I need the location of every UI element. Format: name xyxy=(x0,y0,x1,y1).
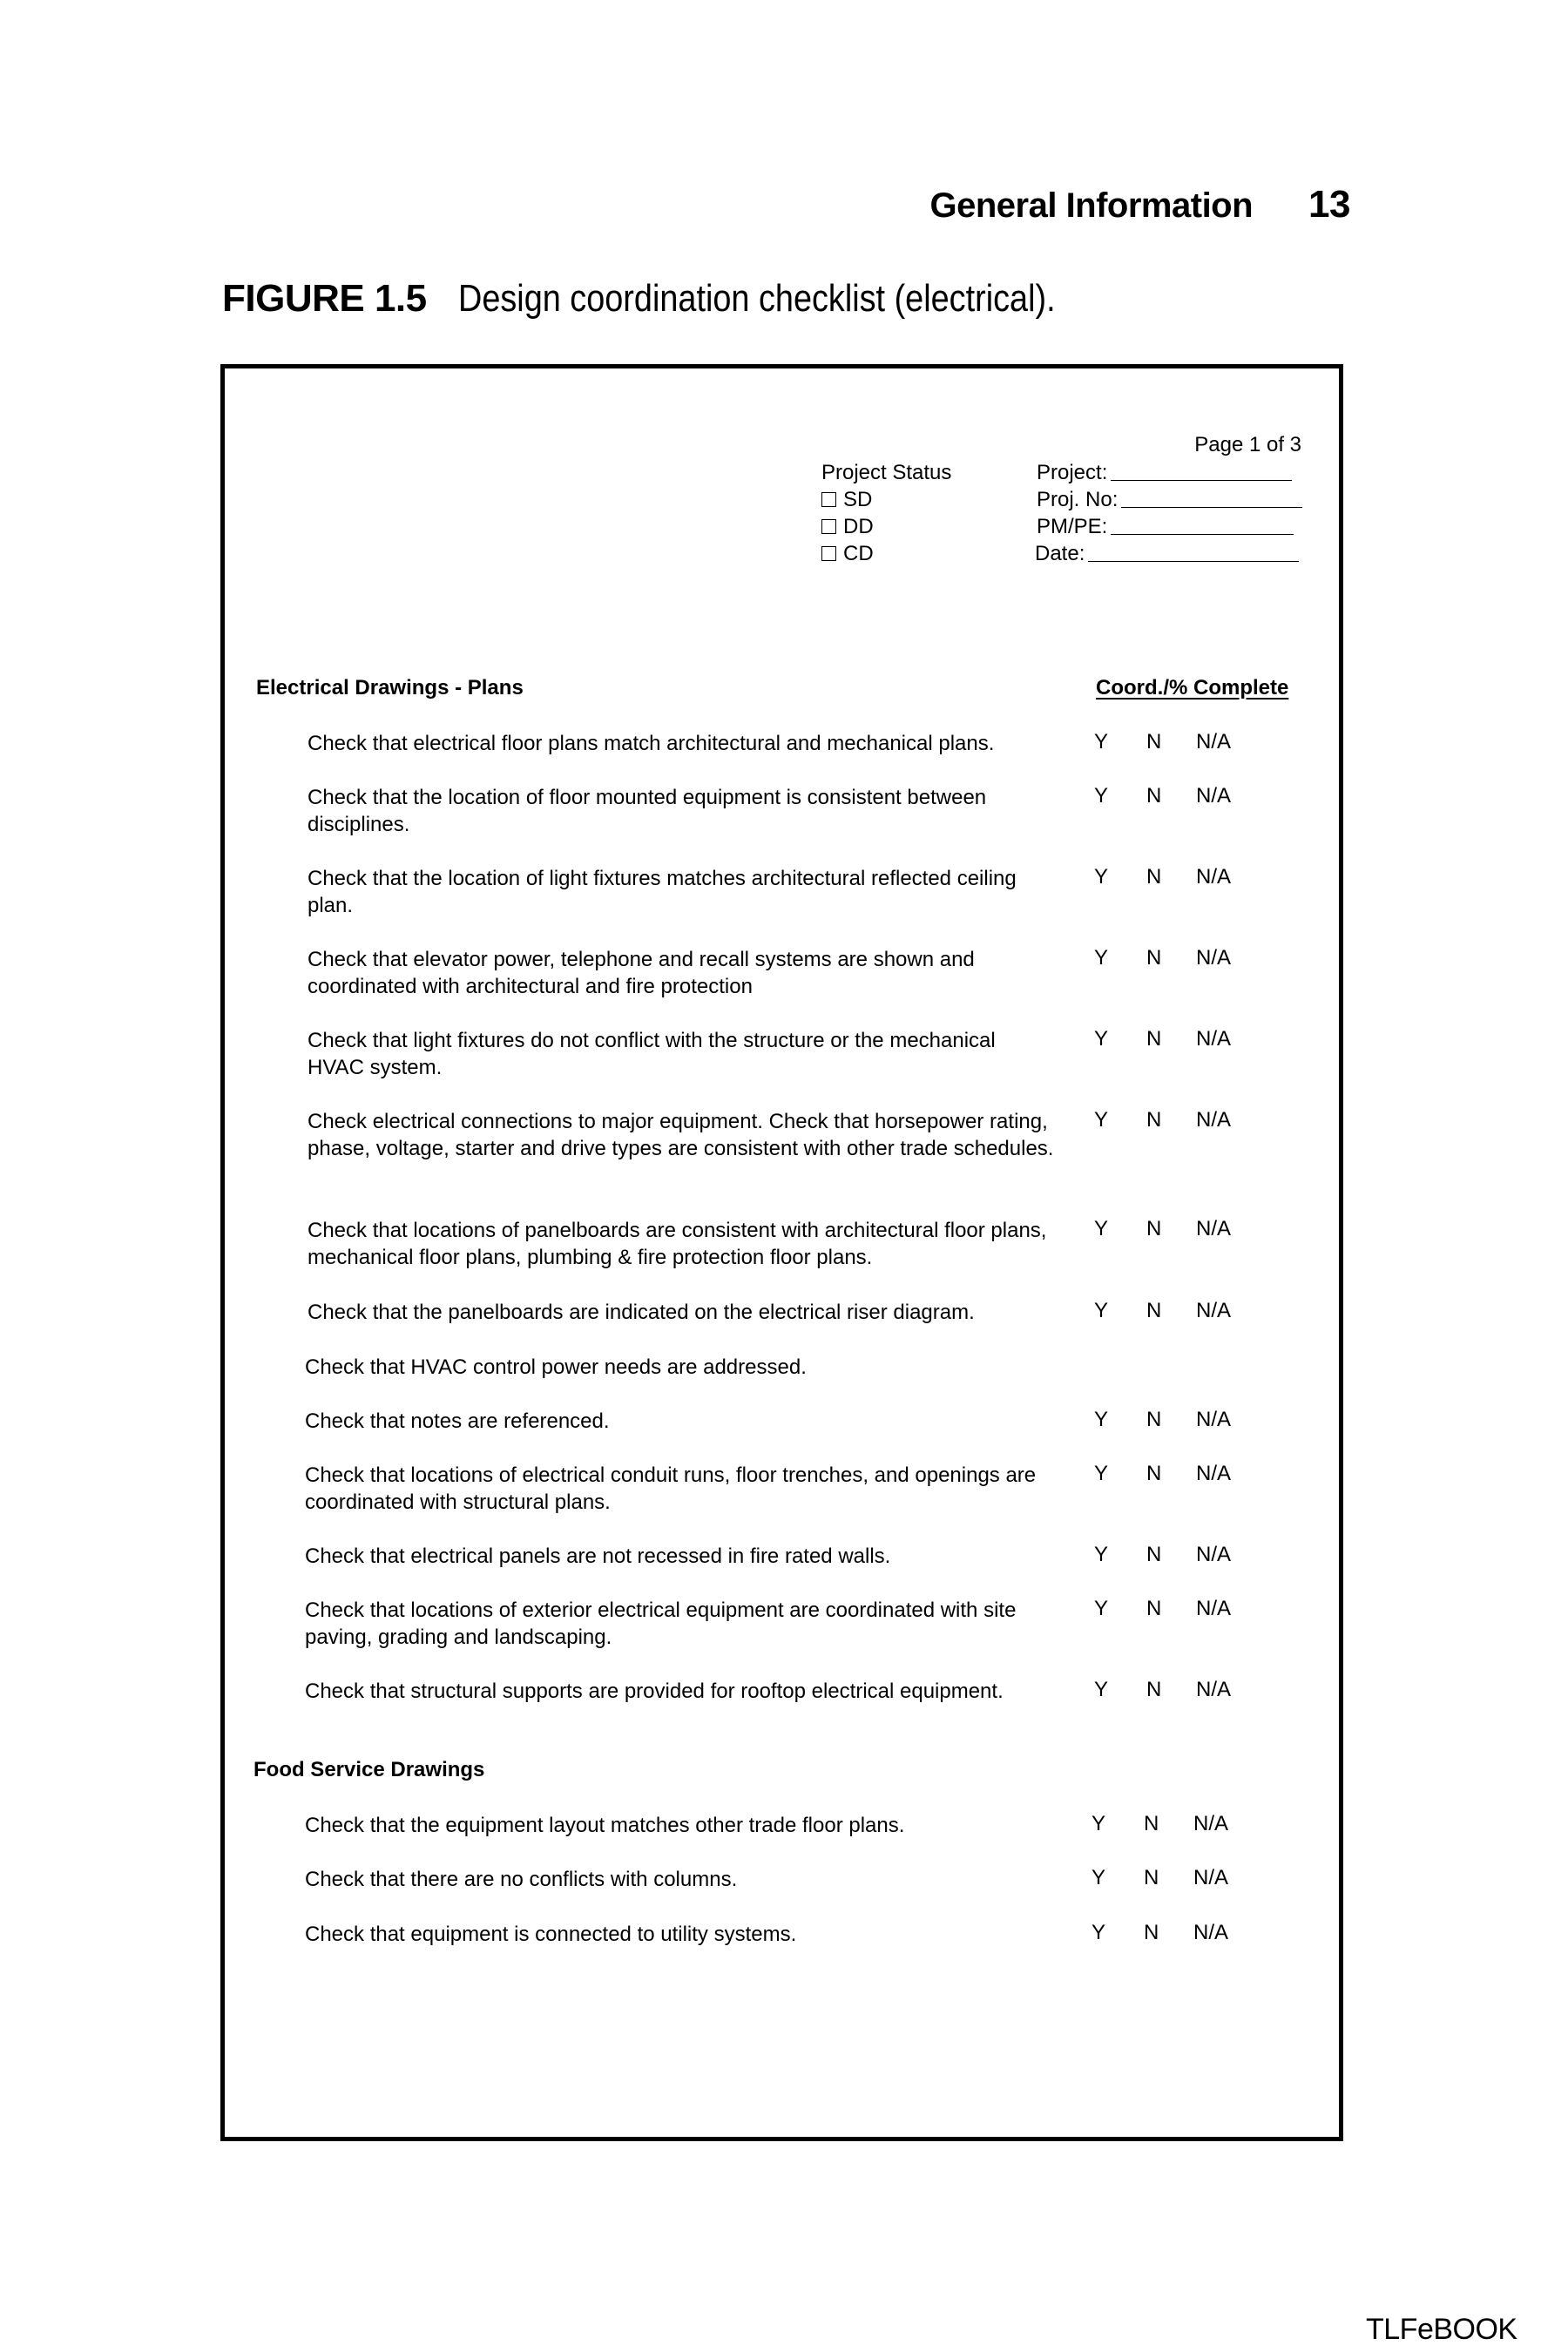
na-option[interactable]: N/A xyxy=(1196,730,1232,754)
proj-no-blank[interactable] xyxy=(1121,488,1302,508)
date-label: Date: xyxy=(1035,542,1085,565)
project-status-title: Project Status xyxy=(821,461,952,484)
yes-option[interactable]: Y xyxy=(1094,784,1109,808)
yes-option[interactable]: Y xyxy=(1094,946,1109,970)
yes-option[interactable]: Y xyxy=(1094,1108,1109,1132)
status-option-sd[interactable] xyxy=(821,488,872,512)
na-option[interactable]: N/A xyxy=(1196,1543,1232,1566)
section-heading-food-service: Food Service Drawings xyxy=(253,1758,485,1781)
status-option-dd[interactable] xyxy=(821,515,874,539)
checkbox-icon[interactable] xyxy=(821,519,836,534)
running-head-section: General Information xyxy=(929,186,1254,225)
status-option-label: DD xyxy=(843,515,874,538)
yes-option[interactable]: Y xyxy=(1094,1027,1109,1051)
checklist-item: Check that the equipment layout matches other trade floor plans. xyxy=(305,1814,905,1837)
page-indicator: Page 1 of 3 xyxy=(1194,433,1301,456)
running-head xyxy=(929,183,1350,226)
checkbox-icon[interactable] xyxy=(821,546,836,561)
no-option[interactable]: N xyxy=(1144,1921,1159,1944)
no-option[interactable]: N xyxy=(1146,1108,1162,1132)
na-option[interactable]: N/A xyxy=(1193,1866,1229,1889)
yes-option[interactable]: Y xyxy=(1094,1678,1109,1701)
project-field[interactable] xyxy=(1037,461,1292,485)
checklist-item: Check that electrical panels are not recessed in fire rated walls. xyxy=(305,1544,891,1568)
na-option[interactable]: N/A xyxy=(1196,1597,1232,1620)
no-option[interactable]: N xyxy=(1146,1462,1162,1485)
no-option[interactable]: N xyxy=(1146,1597,1162,1620)
checkbox-icon[interactable] xyxy=(821,492,836,507)
project-blank[interactable] xyxy=(1111,461,1292,481)
yes-option[interactable]: Y xyxy=(1092,1866,1106,1889)
na-option[interactable]: N/A xyxy=(1196,1217,1232,1240)
figure-label: FIGURE 1.5 xyxy=(222,277,427,320)
no-option[interactable]: N xyxy=(1146,1027,1162,1051)
figure-title: Design coordination checklist (electrical). xyxy=(457,277,1056,320)
proj-no-field[interactable] xyxy=(1037,488,1302,512)
yes-option[interactable]: Y xyxy=(1094,730,1109,754)
date-field[interactable] xyxy=(1035,542,1299,566)
pm-pe-label: PM/PE: xyxy=(1037,515,1108,538)
checklist-item: Check that HVAC control power needs are addressed. xyxy=(305,1355,807,1379)
status-option-label: CD xyxy=(843,542,874,565)
checklist-item: Check that the location of floor mounted equipment is consistent between disciplines. xyxy=(308,786,987,836)
no-option[interactable]: N xyxy=(1146,1408,1162,1431)
page-number: 13 xyxy=(1308,183,1350,226)
yes-option[interactable]: Y xyxy=(1094,1543,1109,1566)
no-option[interactable]: N xyxy=(1146,1678,1162,1701)
checklist-item: Check that electrical floor plans match architectural and mechanical plans. xyxy=(308,732,995,755)
yes-option[interactable]: Y xyxy=(1094,865,1109,889)
na-option[interactable]: N/A xyxy=(1193,1921,1229,1944)
no-option[interactable]: N xyxy=(1144,1866,1159,1889)
no-option[interactable]: N xyxy=(1144,1812,1159,1835)
checklist-item: Check that locations of exterior electrical equipment are coordinated with site paving, grading and landscaping. xyxy=(305,1598,1017,1649)
no-option[interactable]: N xyxy=(1146,1299,1162,1322)
checklist-form xyxy=(220,364,1343,2141)
no-option[interactable]: N xyxy=(1146,784,1162,808)
date-blank[interactable] xyxy=(1088,542,1299,562)
checklist-item: Check electrical connections to major equipment. Check that horsepower rating, phase, voltage, starter and drive types are consistent with other trade schedules. xyxy=(308,1110,1054,1160)
na-option[interactable]: N/A xyxy=(1196,1408,1232,1431)
no-option[interactable]: N xyxy=(1146,730,1162,754)
na-option[interactable]: N/A xyxy=(1196,946,1232,970)
checklist-item: Check that structural supports are provided for rooftop electrical equipment. xyxy=(305,1680,1004,1703)
checklist-item: Check that there are no conflicts with columns. xyxy=(305,1868,738,1891)
figure-caption xyxy=(222,277,1152,321)
checklist-item: Check that notes are referenced. xyxy=(305,1409,610,1433)
na-option[interactable]: N/A xyxy=(1196,1027,1232,1051)
na-option[interactable]: N/A xyxy=(1196,1299,1232,1322)
yes-option[interactable]: Y xyxy=(1094,1408,1109,1431)
proj-no-label: Proj. No: xyxy=(1037,488,1119,511)
checklist-item: Check that equipment is connected to utility systems. xyxy=(305,1923,797,1946)
pm-pe-field[interactable] xyxy=(1037,515,1294,539)
yes-option[interactable]: Y xyxy=(1094,1462,1109,1485)
yes-option[interactable]: Y xyxy=(1092,1921,1106,1944)
checklist-item: Check that the panelboards are indicated on the electrical riser diagram. xyxy=(308,1301,975,1324)
no-option[interactable]: N xyxy=(1146,1543,1162,1566)
na-option[interactable]: N/A xyxy=(1193,1812,1229,1835)
no-option[interactable]: N xyxy=(1146,865,1162,889)
na-option[interactable]: N/A xyxy=(1196,1462,1232,1485)
checklist-item: Check that locations of panelboards are consistent with architectural floor plans, mechanical floor plans, plumbing & fire protection floor plans. xyxy=(308,1219,1047,1269)
na-option[interactable]: N/A xyxy=(1196,865,1232,889)
checklist-item: Check that locations of electrical conduit runs, floor trenches, and openings are coordinated with structural plans. xyxy=(305,1463,1037,1514)
checklist-item: Check that the location of light fixtures matches architectural reflected ceiling plan. xyxy=(308,867,1017,917)
na-option[interactable]: N/A xyxy=(1196,784,1232,808)
project-label: Project: xyxy=(1037,461,1108,484)
na-option[interactable]: N/A xyxy=(1196,1678,1232,1701)
status-option-label: SD xyxy=(843,488,873,511)
no-option[interactable]: N xyxy=(1146,1217,1162,1240)
na-option[interactable]: N/A xyxy=(1196,1108,1232,1132)
yes-option[interactable]: Y xyxy=(1094,1299,1109,1322)
checklist-item: Check that elevator power, telephone and recall systems are shown and coordinated with architectural and fire protection xyxy=(308,948,975,998)
footer-mark: TLFeBOOK xyxy=(1366,2313,1517,2346)
yes-option[interactable]: Y xyxy=(1092,1812,1106,1835)
coord-complete-header: Coord./% Complete xyxy=(1096,676,1289,700)
no-option[interactable]: N xyxy=(1146,946,1162,970)
pm-pe-blank[interactable] xyxy=(1111,515,1294,535)
checklist-item: Check that light fixtures do not conflict with the structure or the mechanical HVAC system. xyxy=(308,1029,996,1079)
status-option-cd[interactable] xyxy=(821,542,874,566)
yes-option[interactable]: Y xyxy=(1094,1597,1109,1620)
section-heading-electrical: Electrical Drawings - Plans xyxy=(256,676,524,700)
yes-option[interactable]: Y xyxy=(1094,1217,1109,1240)
